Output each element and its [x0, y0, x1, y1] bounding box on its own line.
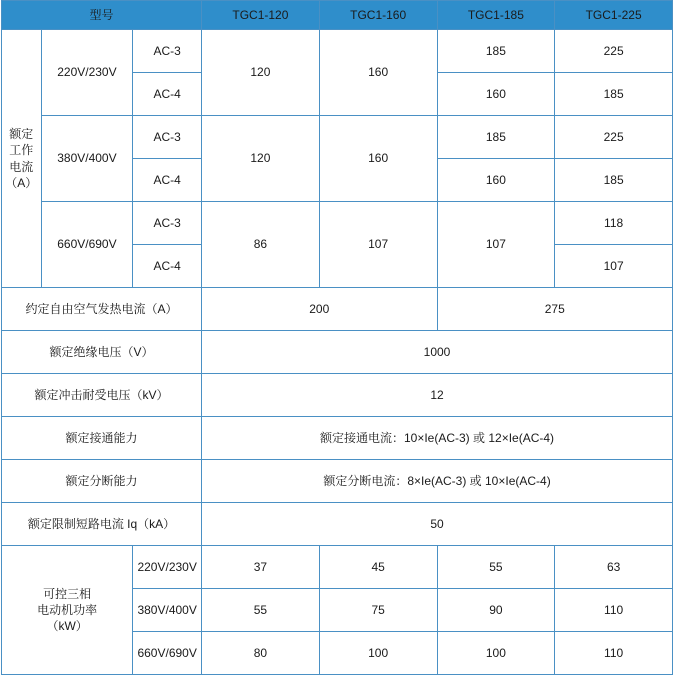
value-660-tgc185: 107 [437, 202, 555, 288]
table-header-row [2, 1, 673, 30]
motor-power-380-tgc225: 110 [555, 589, 673, 632]
motor-power-380-tgc185: 90 [437, 589, 555, 632]
impulse-voltage-value: 12 [202, 374, 673, 417]
voltage-label-660: 660V/690V [41, 202, 133, 288]
row-label-thermal-current: 约定自由空气发热电流（A） [2, 288, 202, 331]
value-380-ac4-tgc185: 160 [437, 159, 555, 202]
breaking-capacity-value: 额定分断电流：8×Ie(AC-3) 或 10×Ie(AC-4) [202, 460, 673, 503]
row-label-breaking-capacity: 额定分断能力 [2, 460, 202, 503]
header-col-0: TGC1-120 [202, 1, 320, 30]
specification-table [1, 0, 673, 675]
motor-power-660-tgc160: 100 [319, 632, 437, 675]
header-col-2: TGC1-185 [437, 1, 555, 30]
making-capacity-value: 额定接通电流：10×Ie(AC-3) 或 12×Ie(AC-4) [202, 417, 673, 460]
table-row [2, 331, 673, 374]
value-380-tgc160: 160 [319, 116, 437, 202]
rated-current-label-line-3: （A） [5, 175, 38, 190]
utilization-category-660-ac4: AC-4 [133, 245, 202, 288]
value-660-tgc120: 86 [202, 202, 320, 288]
table-row [2, 503, 673, 546]
rated-current-label-line-1: 工作 [9, 143, 34, 158]
motor-power-220-tgc160: 45 [319, 546, 437, 589]
utilization-category-380-ac4: AC-4 [133, 159, 202, 202]
voltage-label-380: 380V/400V [41, 116, 133, 202]
row-label-insulation-voltage: 额定绝缘电压（V） [2, 331, 202, 374]
utilization-category-660-ac3: AC-3 [133, 202, 202, 245]
header-col-1: TGC1-160 [319, 1, 437, 30]
value-220-ac4-tgc185: 160 [437, 73, 555, 116]
rated-current-label-line-2: 电流 [9, 159, 34, 174]
table-row [2, 288, 673, 331]
value-380-ac3-tgc225: 225 [555, 116, 673, 159]
header-col-3: TGC1-225 [555, 1, 673, 30]
table-row [2, 30, 673, 73]
voltage-label-220: 220V/230V [41, 30, 133, 116]
table-row [2, 202, 673, 245]
motor-voltage-label-380: 380V/400V [133, 589, 202, 632]
motor-voltage-label-660: 660V/690V [133, 632, 202, 675]
value-220-tgc160: 160 [319, 30, 437, 116]
thermal-current-value-0: 200 [202, 288, 437, 331]
motor-power-660-tgc225: 110 [555, 632, 673, 675]
value-380-ac3-tgc185: 185 [437, 116, 555, 159]
rated-current-label-line-0: 额定 [9, 127, 34, 142]
table-row [2, 116, 673, 159]
short-circuit-current-value: 50 [202, 503, 673, 546]
table-row [2, 417, 673, 460]
motor-power-380-tgc120: 55 [202, 589, 320, 632]
motor-power-label-line-2: （kW） [46, 619, 88, 634]
motor-power-220-tgc185: 55 [437, 546, 555, 589]
value-220-ac4-tgc225: 185 [555, 73, 673, 116]
value-660-ac4-tgc225: 107 [555, 245, 673, 288]
motor-power-label-line-0: 可控三相 [43, 586, 92, 601]
value-380-ac4-tgc225: 185 [555, 159, 673, 202]
table-row [2, 374, 673, 417]
motor-power-label-line-1: 电动机功率 [37, 602, 98, 617]
value-660-tgc160: 107 [319, 202, 437, 288]
value-380-tgc120: 120 [202, 116, 320, 202]
insulation-voltage-value: 1000 [202, 331, 673, 374]
value-220-tgc120: 120 [202, 30, 320, 116]
header-model-label: 型号 [2, 1, 202, 30]
motor-power-label [2, 546, 133, 675]
row-label-impulse-voltage: 额定冲击耐受电压（kV） [2, 374, 202, 417]
value-220-ac3-tgc225: 225 [555, 30, 673, 73]
row-label-short-circuit-current: 额定限制短路电流 Iq（kA） [2, 503, 202, 546]
utilization-category-220-ac3: AC-3 [133, 30, 202, 73]
motor-power-220-tgc120: 37 [202, 546, 320, 589]
motor-power-660-tgc120: 80 [202, 632, 320, 675]
motor-power-380-tgc160: 75 [319, 589, 437, 632]
value-660-ac3-tgc225: 118 [555, 202, 673, 245]
table-row [2, 546, 673, 589]
thermal-current-value-1: 275 [437, 288, 673, 331]
utilization-category-220-ac4: AC-4 [133, 73, 202, 116]
utilization-category-380-ac3: AC-3 [133, 116, 202, 159]
rated-current-label [2, 30, 42, 288]
motor-voltage-label-220: 220V/230V [133, 546, 202, 589]
row-label-making-capacity: 额定接通能力 [2, 417, 202, 460]
motor-power-660-tgc185: 100 [437, 632, 555, 675]
motor-power-220-tgc225: 63 [555, 546, 673, 589]
table-row [2, 460, 673, 503]
value-220-ac3-tgc185: 185 [437, 30, 555, 73]
